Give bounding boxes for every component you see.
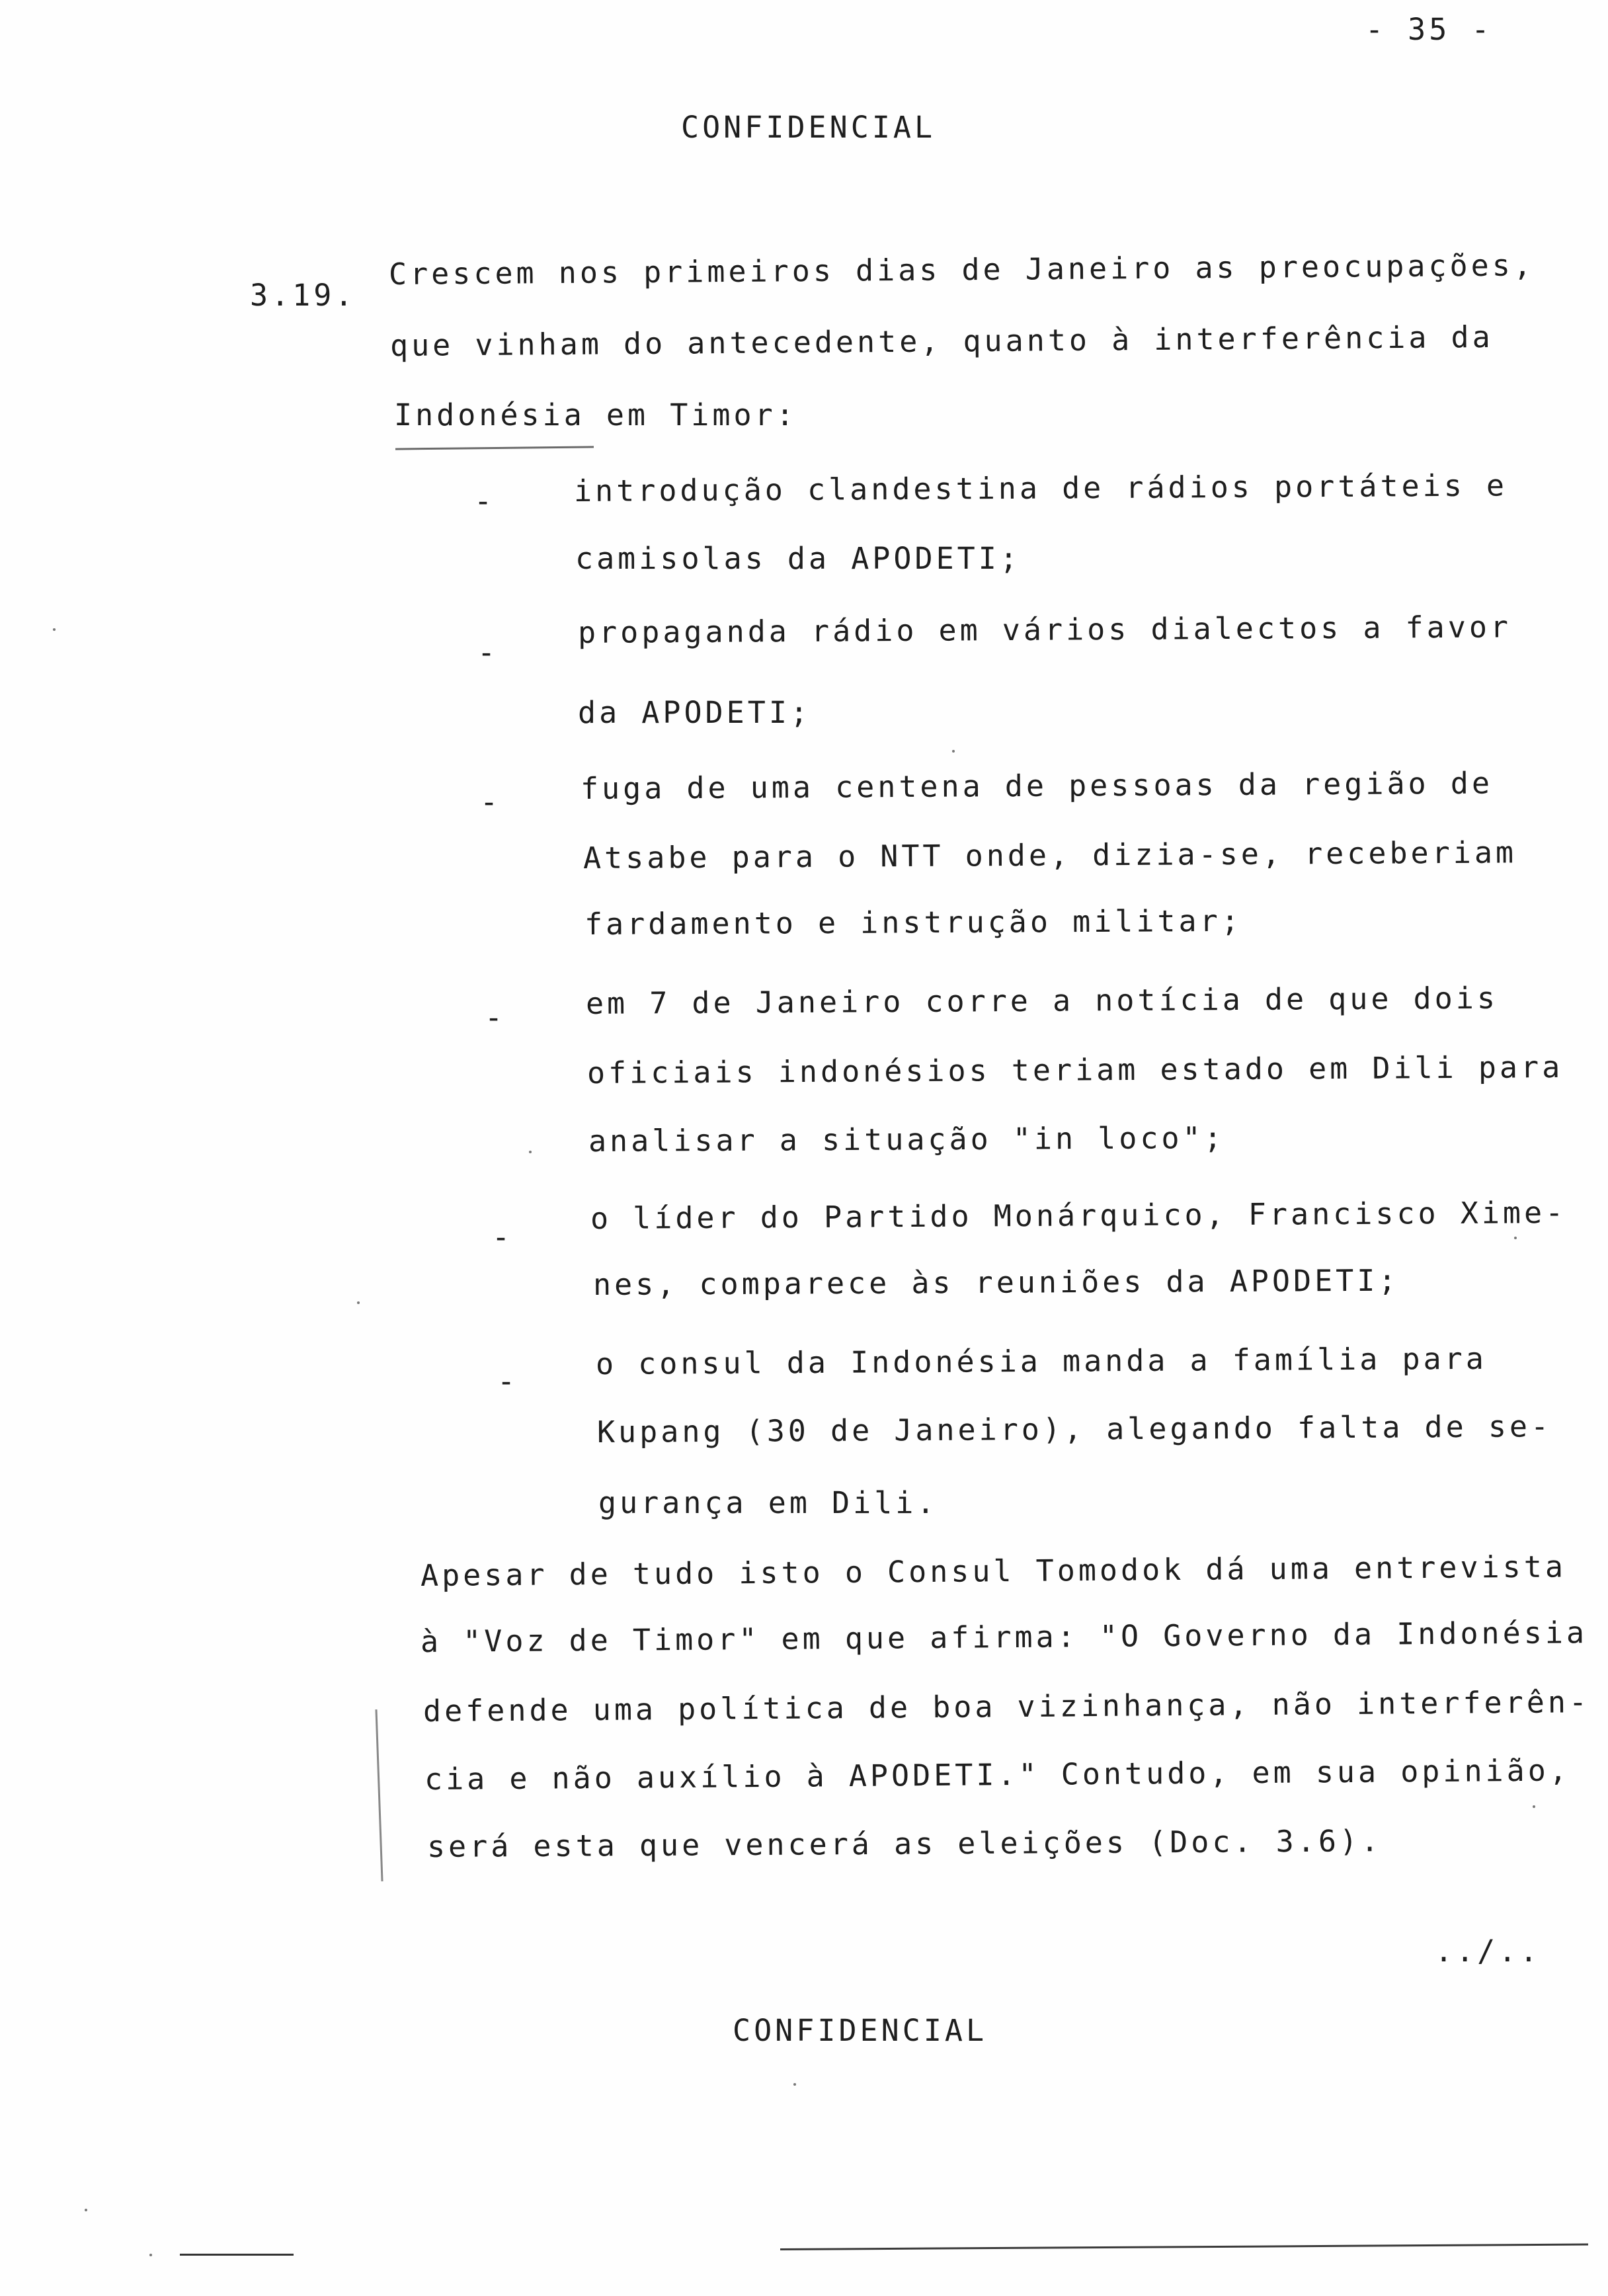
continuation-mark: ../..: [1435, 1934, 1541, 1969]
intro-line-3: Indonésia em Timor:: [394, 397, 797, 432]
bullet-2-line-2: da APODETI;: [578, 695, 812, 730]
scan-speck: [793, 2083, 796, 2086]
bullet-6-line-1: o consul da Indonésia manda a família para: [595, 1340, 1488, 1381]
bullet-marker-6: -: [497, 1364, 519, 1399]
scan-speck: [1533, 1805, 1535, 1808]
bullet-1-line-1: introdução clandestina de rádios portáteis e: [573, 468, 1508, 509]
bullet-5-line-2: nes, comparece às reuniões da APODETI;: [592, 1262, 1400, 1302]
header-classification: CONFIDENCIAL: [681, 110, 936, 145]
closing-line-4: cia e não auxílio à APODETI." Contudo, em sua opinião,: [424, 1752, 1571, 1797]
bullet-6-line-3: gurança em Dili.: [598, 1485, 938, 1520]
scan-speck: [1514, 1237, 1517, 1239]
bullet-3-line-3: fardamento e instrução militar;: [584, 903, 1243, 942]
intro-line-2: que vinham do antecedente, quanto à interferência da: [389, 319, 1494, 363]
bullet-3-line-2: Atsabe para o NTT onde, dizia-se, receberiam: [583, 835, 1517, 876]
scan-speck: [357, 1301, 360, 1304]
scan-edge-line-left: [180, 2254, 294, 2256]
bullet-marker-2: -: [477, 635, 499, 670]
closing-line-3: defende uma política de boa vizinhança, não interferên-: [422, 1684, 1591, 1729]
bullet-4-line-3: analisar a situação "in loco";: [588, 1120, 1225, 1159]
scan-speck: [53, 628, 56, 631]
section-number: 3.19.: [250, 278, 356, 313]
bullet-marker-3: -: [480, 784, 502, 819]
margin-annotation-line: [375, 1709, 383, 1881]
closing-line-5: será esta que vencerá as eleições (Doc. 3.6).: [426, 1823, 1383, 1864]
bullet-1-line-2: camisolas da APODETI;: [575, 541, 1021, 576]
scan-speck: [952, 750, 955, 753]
bullet-marker-4: -: [485, 1000, 506, 1035]
scan-speck: [85, 2209, 87, 2211]
scan-speck: [149, 2254, 152, 2256]
scan-edge-line-right: [780, 2244, 1588, 2250]
bullet-5-line-1: o líder do Partido Monárquico, Francisco Xime-: [590, 1194, 1567, 1236]
bullet-4-line-2: oficiais indonésios teriam estado em Dili para: [586, 1049, 1564, 1090]
bullet-marker-1: -: [474, 483, 496, 518]
bullet-2-line-1: propaganda rádio em vários dialectos a favor: [577, 609, 1512, 650]
bullet-6-line-2: Kupang (30 de Janeiro), alegando falta de se-: [596, 1409, 1552, 1450]
bullet-3-line-1: fuga de uma centena de pessoas da região de: [580, 765, 1494, 806]
closing-line-1: Apesar de tudo isto o Consul Tomodok dá uma entrevista: [420, 1549, 1567, 1593]
page-number: - 35 -: [1365, 12, 1493, 47]
bullet-4-line-1: em 7 de Janeiro corre a notícia de que dois: [585, 980, 1499, 1021]
closing-line-2: à "Voz de Timor" em que afirma: "O Governo da Indonésia: [420, 1615, 1588, 1659]
scan-speck: [529, 1151, 532, 1153]
underline-indonesia: [395, 446, 594, 450]
footer-classification: CONFIDENCIAL: [733, 2013, 988, 2048]
bullet-marker-5: -: [492, 1219, 514, 1254]
intro-line-1: Crescem nos primeiros dias de Janeiro as preocupações,: [388, 247, 1535, 292]
